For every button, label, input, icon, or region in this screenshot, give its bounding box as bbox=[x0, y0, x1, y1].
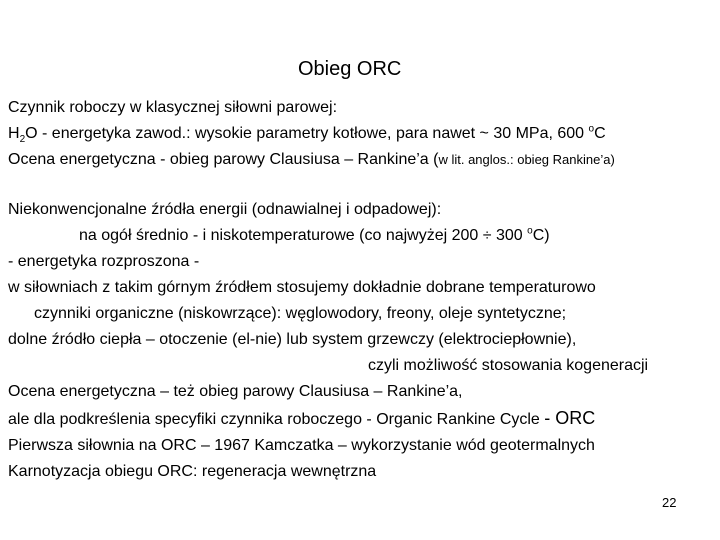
text-line-3-main: Ocena energetyczna - obieg parowy Clausiusa – Rankine’a ( bbox=[8, 151, 439, 168]
text-line-11: Ocena energetyczna – też obieg parowy Clausiusa – Rankine’a, bbox=[8, 383, 463, 400]
text-line-5-superscript: o bbox=[527, 225, 533, 237]
text-line-9: dolne źródło ciepła – otoczenie (el-nie) lub system grzewczy (elektrociepłownie), bbox=[8, 331, 577, 348]
text-line-6: - energetyka rozproszona - bbox=[8, 253, 200, 270]
text-line-5 bbox=[79, 226, 550, 246]
text-line-10: czyli możliwość stosowania kogeneracji bbox=[368, 357, 649, 374]
text-line-2 bbox=[8, 124, 606, 144]
page-number: 22 bbox=[662, 495, 677, 510]
text-line-2-part-b: O - energetyka zawod.: wysokie parametry kotłowe, para nawet ~ 30 MPa, 600 bbox=[25, 125, 589, 142]
text-line-12-orc: - ORC bbox=[544, 408, 596, 428]
text-line-12-main: ale dla podkreślenia specyfiki czynnika roboczego - Organic Rankine Cycle bbox=[8, 411, 545, 428]
text-line-12 bbox=[8, 408, 595, 430]
text-line-5-part-a: na ogół średnio - i niskotemperaturowe (co najwyżej 200 ÷ 300 bbox=[79, 227, 528, 244]
text-line-7: w siłowniach z takim górnym źródłem stosujemy dokładnie dobrane temperaturowo bbox=[8, 279, 596, 296]
text-line-8: czynniki organiczne (niskowrzące): węglowodory, freony, oleje syntetyczne; bbox=[34, 305, 567, 322]
text-line-5-part-b: C) bbox=[532, 227, 550, 244]
text-line-2-part-a: H bbox=[8, 125, 20, 142]
text-line-2-part-c: C bbox=[594, 125, 606, 142]
text-line-2-subscript: 2 bbox=[19, 134, 26, 146]
slide-title: Obieg ORC bbox=[298, 58, 402, 80]
text-line-1: Czynnik roboczy w klasycznej siłowni parowej: bbox=[8, 99, 338, 116]
text-line-13: Pierwsza siłownia na ORC – 1967 Kamczatka – wykorzystanie wód geotermalnych bbox=[8, 437, 595, 454]
text-line-2-superscript: o bbox=[588, 123, 595, 135]
text-line-14: Karnotyzacja obiegu ORC: regeneracja wewnętrzna bbox=[8, 463, 377, 480]
text-line-3-note: w lit. anglos.: obieg Rankine’a) bbox=[438, 152, 615, 167]
text-line-3 bbox=[8, 150, 615, 170]
text-line-4: Niekonwencjonalne źródła energii (odnawialnej i odpadowej): bbox=[8, 201, 442, 218]
